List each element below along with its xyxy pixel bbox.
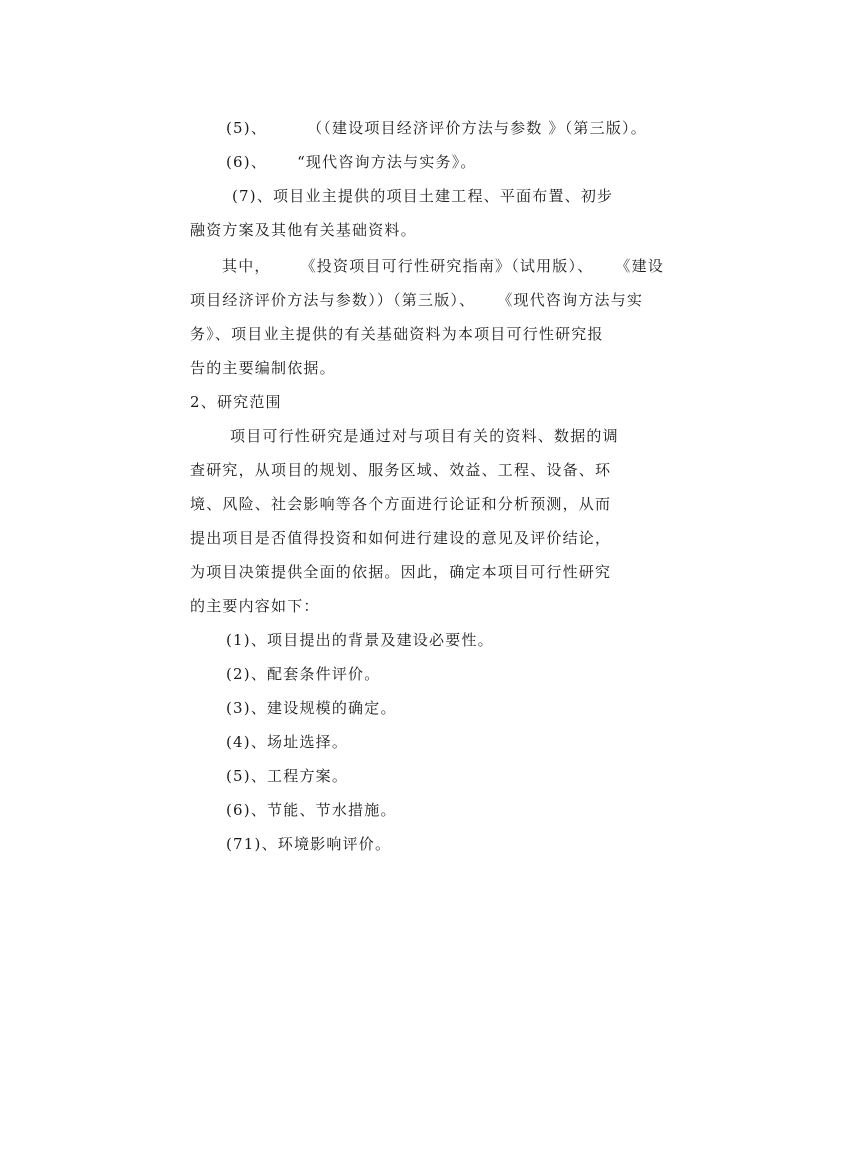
paragraph-line: 查研究，从项目的规划、服务区域、效益、工程、设备、环 xyxy=(190,461,612,479)
list-item: (2)、配套条件评价。 xyxy=(226,665,381,683)
list-item: (4)、场址选择。 xyxy=(226,733,349,751)
list-item: (5)、工程方案。 xyxy=(226,767,349,785)
reference-item xyxy=(226,152,477,172)
reference-number: (6)、 xyxy=(226,153,268,171)
paragraph-line xyxy=(190,290,643,310)
text-segment: 项目经济评价方法与参数））（第三版）、 xyxy=(190,291,476,309)
reference-text: “现代咨询方法与实务》。 xyxy=(297,153,477,171)
paragraph-line: 项目可行性研究是通过对与项目有关的资料、数据的调 xyxy=(230,427,619,445)
reference-item-line: (7)、项目业主提供的项目土建工程、平面布置、初步 xyxy=(232,187,614,205)
reference-number: (5)、 xyxy=(226,119,268,137)
list-item: (6)、节能、节水措施。 xyxy=(226,801,397,819)
paragraph-line: 的主要内容如下： xyxy=(190,597,320,615)
paragraph-line: 为项目决策提供全面的依据。因此，确定本项目可行性研究 xyxy=(190,563,612,581)
text-segment: 其中， xyxy=(222,257,271,275)
reference-item xyxy=(226,118,647,138)
list-item: (3)、建设规模的确定。 xyxy=(226,699,397,717)
list-item: (71)、环境影响评价。 xyxy=(226,835,392,853)
text-segment: 《建设 xyxy=(615,257,665,275)
text-segment: 《投资项目可行性研究指南》（试用版）、 xyxy=(300,257,594,275)
section-heading: 2、研究范围 xyxy=(190,393,282,411)
paragraph-line: 提出项目是否值得投资和如何进行建设的意见及评价结论， xyxy=(190,529,612,547)
text-segment: 《现代咨询方法与实 xyxy=(497,291,644,309)
paragraph-line: 境、风险、社会影响等各个方面进行论证和分析预测，从而 xyxy=(190,495,612,513)
paragraph-line xyxy=(222,256,664,276)
paragraph-line: 务》、项目业主提供的有关基础资料为本项目可行性研究报 xyxy=(190,325,604,343)
reference-text: （（建设项目经济评价方法与参数 》（第三版）。 xyxy=(307,119,647,137)
list-item: (1)、项目提出的背景及建设必要性。 xyxy=(226,631,494,649)
reference-item-line: 融资方案及其他有关基础资料。 xyxy=(190,221,417,239)
paragraph-line: 告的主要编制依据。 xyxy=(190,359,336,377)
